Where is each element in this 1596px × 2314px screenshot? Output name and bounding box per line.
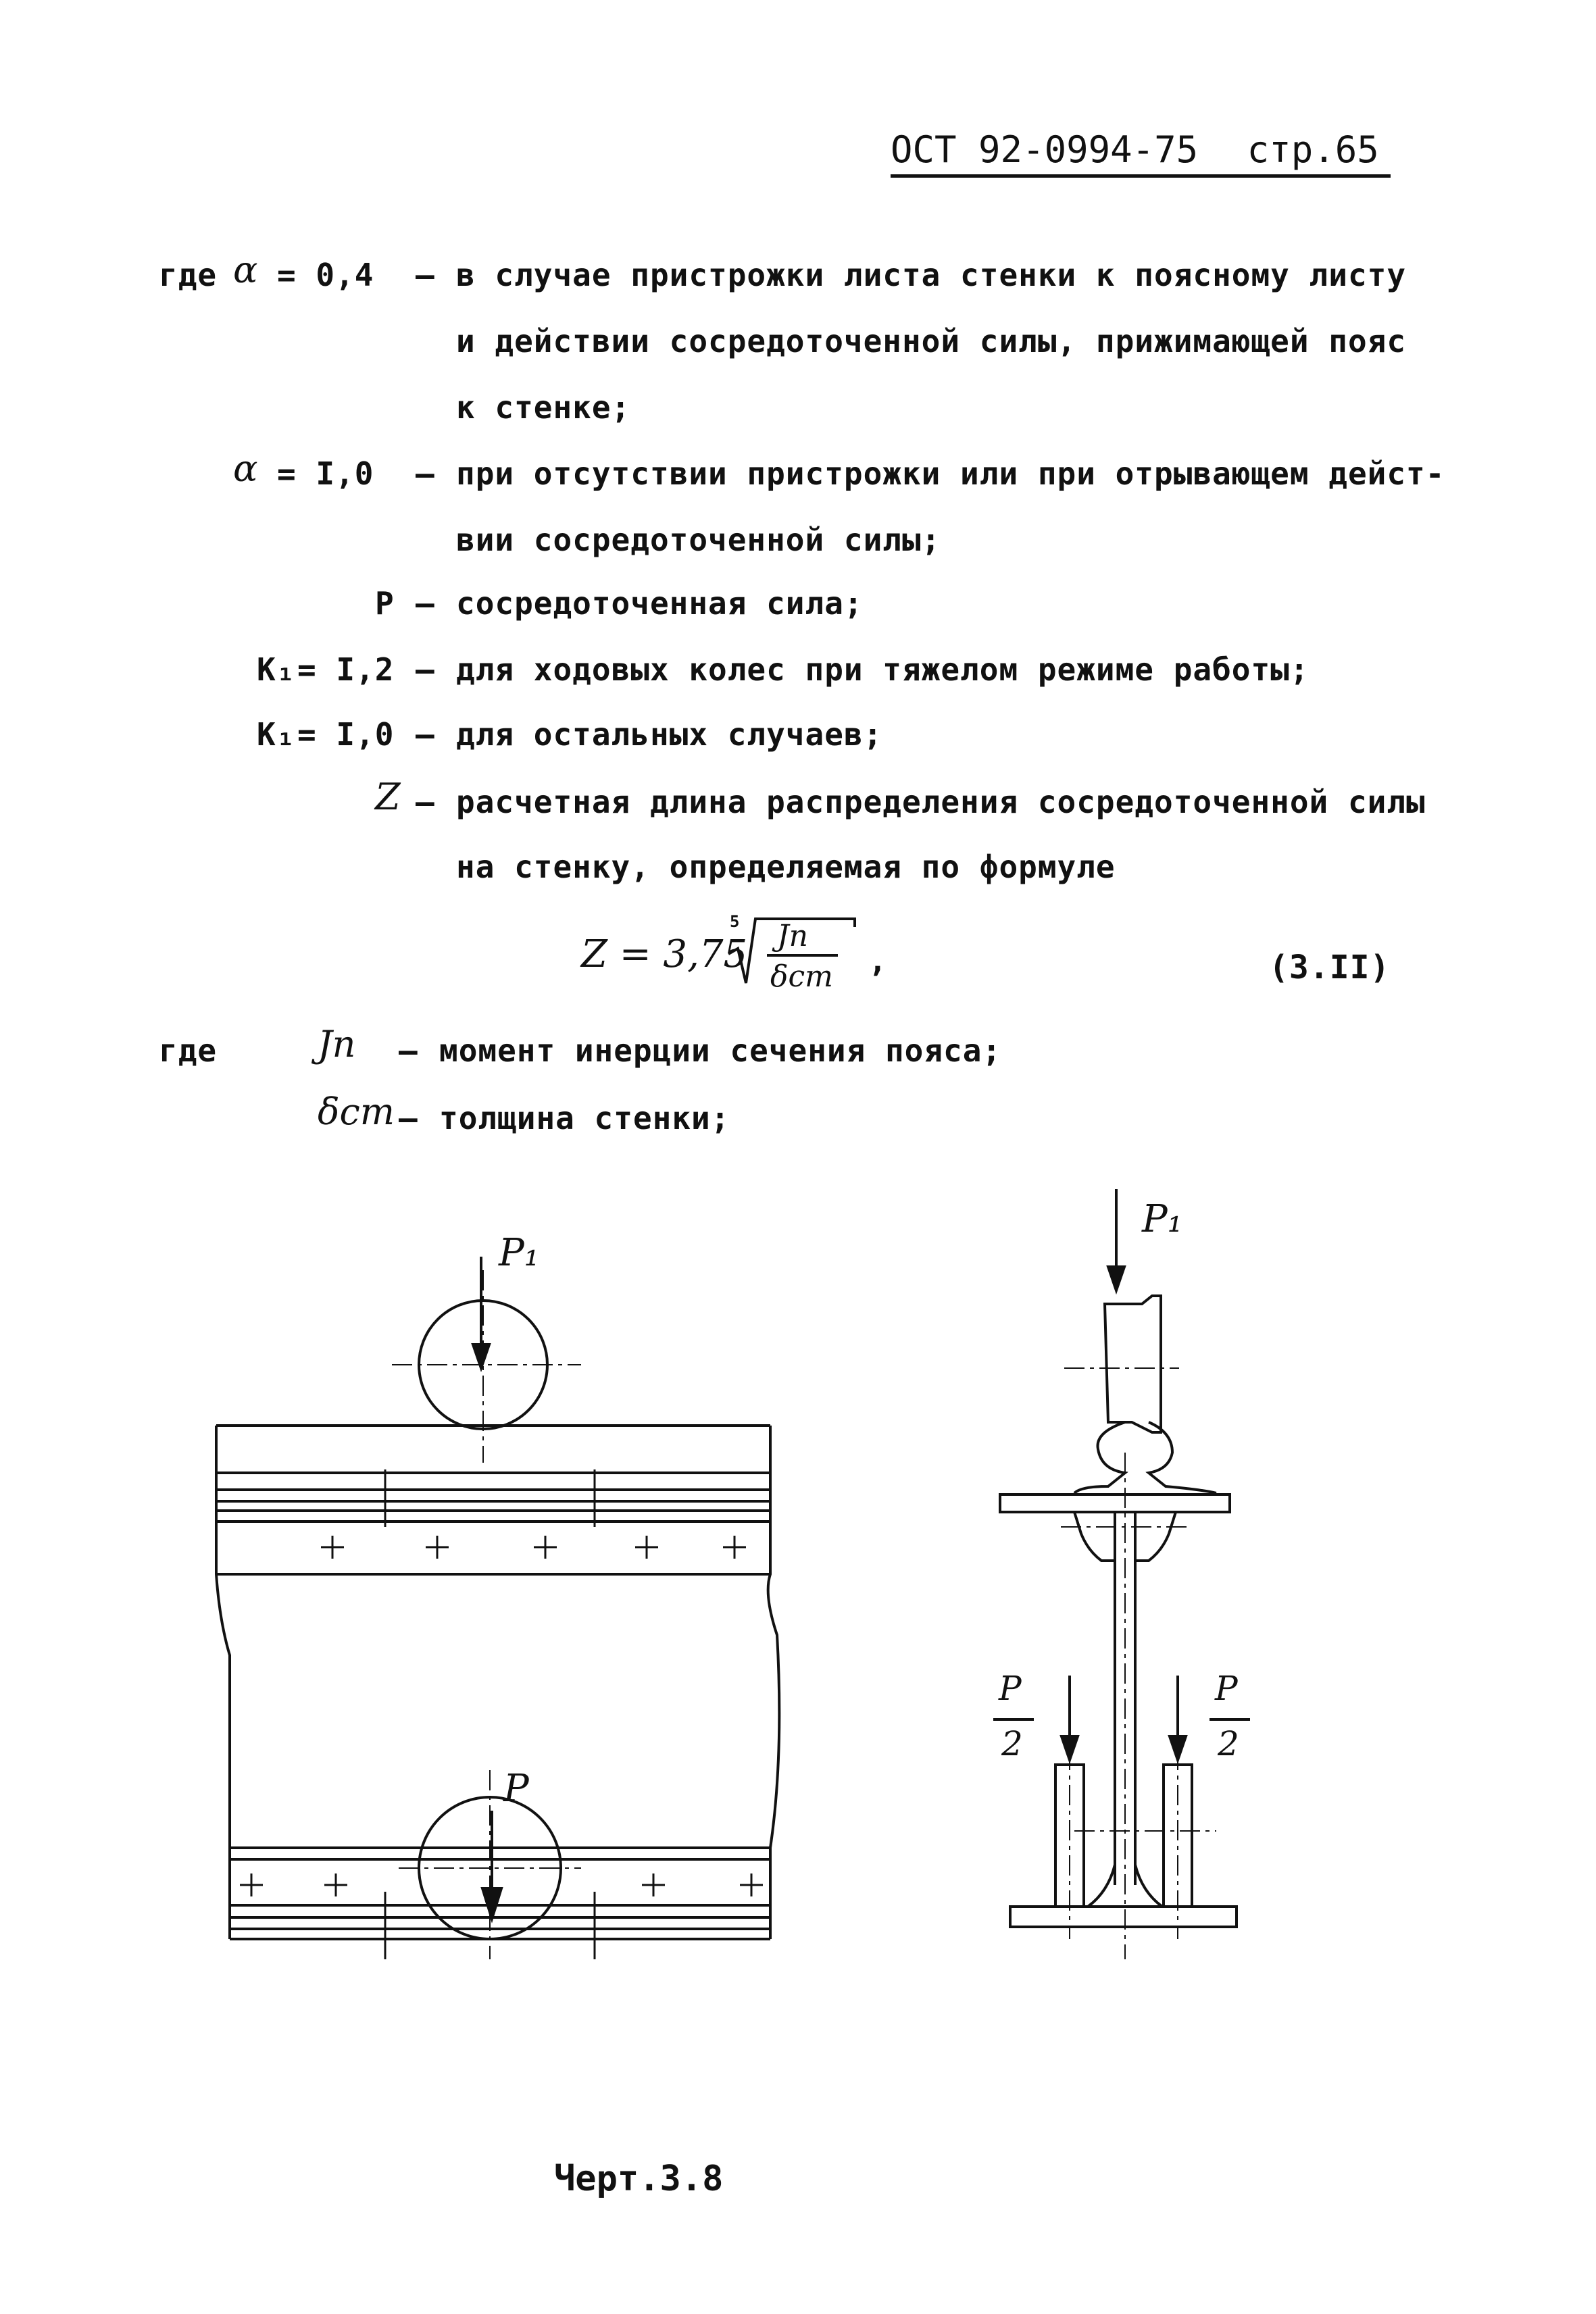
formula-lhs: Z = 3,75 [581,932,748,976]
dash-4: – [416,651,435,688]
def-2-line-1: при отсутствии пристрожки или при отрывающем дейст- [456,455,1445,492]
def-6-line-2: на стенку, определяемая по формуле [456,849,1116,885]
z-symbol: Z [375,776,401,818]
alpha-value-1: = 0,4 [277,257,374,293]
k1-value-2: = I,0 [297,716,395,753]
def-1-line-1: в случае пристрожки листа стенки к поясному листу [456,257,1407,293]
label-p-half-right-num: P [1215,1669,1238,1708]
label-p-half-left-num: P [999,1669,1022,1708]
left-beam-view [216,1301,779,1939]
k1-symbol-2: K₁ [257,716,296,753]
jn-symbol: Jп [318,1023,356,1065]
formula-denominator: δcm [770,959,833,994]
label-p1-right: P₁ [1142,1197,1183,1241]
formula-comma: , [868,942,888,979]
force-arrows-left [473,1257,501,1919]
formula-numerator: Jп [777,919,808,953]
dash-1: – [416,257,435,293]
page-number: стр.65 [1247,128,1379,171]
dash-3: – [416,585,435,622]
def-1-line-3: к стенке; [456,389,631,426]
def-6-line-1: расчетная длина распределения сосредоточенной силы [456,784,1426,820]
alpha-symbol-2: α [233,447,258,490]
formula-number: (3.II) [1269,949,1391,986]
delta-definition: толщина стенки; [439,1100,730,1136]
jn-definition: момент инерции сечения пояса; [439,1032,1002,1069]
dash-2: – [416,455,435,492]
label-p-left: P [503,1767,529,1811]
alpha-value-2: = I,0 [277,455,374,492]
dash-5: – [416,716,435,753]
def-5-line-1: для остальных случаев; [456,716,883,753]
label-p-half-right-den: 2 [1218,1724,1239,1763]
figure-caption: Черт.3.8 [554,2159,724,2199]
where-label: где [159,257,218,293]
k1-symbol-1: K₁ [257,651,296,688]
label-p1-left: P₁ [499,1231,540,1275]
dash-6: – [416,784,435,820]
def-3-line-1: сосредоточенная сила; [456,585,864,622]
def-1-line-2: и действии сосредоточенной силы, прижимающей пояс [456,323,1407,359]
def-4-line-1: для ходовых колес при тяжелом режиме работы; [456,651,1310,688]
root-index: 5 [730,912,741,931]
rivet-marks [240,1536,763,1896]
right-cross-section [1000,1296,1237,1927]
p-symbol: P [375,585,395,622]
doc-number: ОСТ 92-0994-75 [891,128,1199,171]
dash-8: – [399,1100,418,1136]
k1-value-1: = I,2 [297,651,395,688]
def-2-line-2: вии сосредоточенной силы; [456,522,941,558]
alpha-symbol-1: α [233,249,258,291]
delta-symbol: δcm [318,1090,395,1133]
where-label-2: где [159,1032,218,1069]
label-p-half-left-den: 2 [1001,1724,1023,1763]
dash-7: – [399,1032,418,1069]
